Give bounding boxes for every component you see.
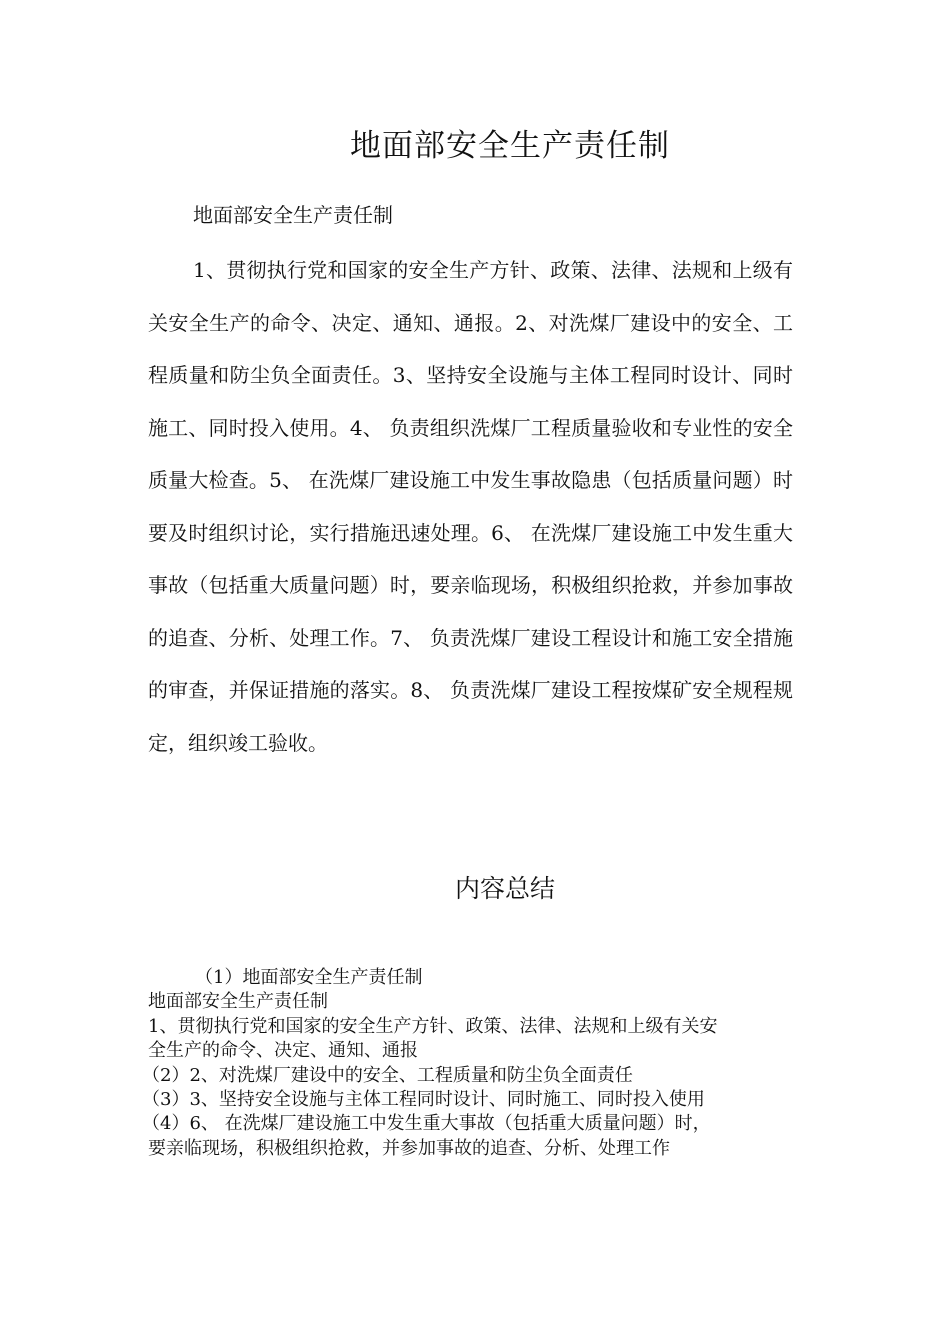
summary-block	[142, 966, 808, 1161]
summary-line: （2）2、对洗煤厂建设中的安全、工程质量和防尘负全面责任	[142, 1064, 633, 1086]
summary-line: （1）地面部安全生产责任制	[195, 967, 423, 988]
document-body: 1、贯彻执行党和国家的安全生产方针、政策、法律、法规和上级有关安全生产的命令、决定、通知、通报。2、对洗煤厂建设中的安全、工程质量和防尘负全面责任。3、坚持安全设施与主体工程同时设计、同时施工、同时投入使用。4、 负责组织洗煤厂工程质量验收和专业性的安全质量大检查。5、 在洗煤厂建设施工中发生事故隐患（包括质量问题）时要及时组织讨论，实行措施迅速处理。6、 在洗煤厂建设施工中发生重大事故（包括重大质量问题）时，要亲临现场，积极组织抢救，并参加事故的追查、分析、处理工作。7、 负责洗煤厂建设工程设计和施工安全措施的审查，并保证措施的落实。8、 负责洗煤厂建设工程按煤矿安全规程规定，组织竣工验收。	[148, 258, 793, 755]
summary-title: 内容总结	[454, 874, 555, 903]
summary-line: （4）6、 在洗煤厂建设施工中发生重大事故（包括重大质量问题）时，	[142, 1113, 711, 1135]
document-subtitle: 地面部安全生产责任制	[193, 203, 393, 227]
summary-line: 地面部安全生产责任制	[148, 991, 328, 1013]
summary-line: 要亲临现场，积极组织抢救，并参加事故的追查、分析、处理工作	[148, 1137, 670, 1159]
page-title: 地面部安全生产责任制	[350, 128, 670, 164]
summary-line: 1、贯彻执行党和国家的安全生产方针、政策、法律、法规和上级有关安	[148, 1015, 718, 1037]
summary-line: 全生产的命令、决定、通知、通报	[148, 1040, 418, 1062]
summary-line: （3）3、坚持安全设施与主体工程同时设计、同时施工、同时投入使用	[142, 1089, 705, 1111]
